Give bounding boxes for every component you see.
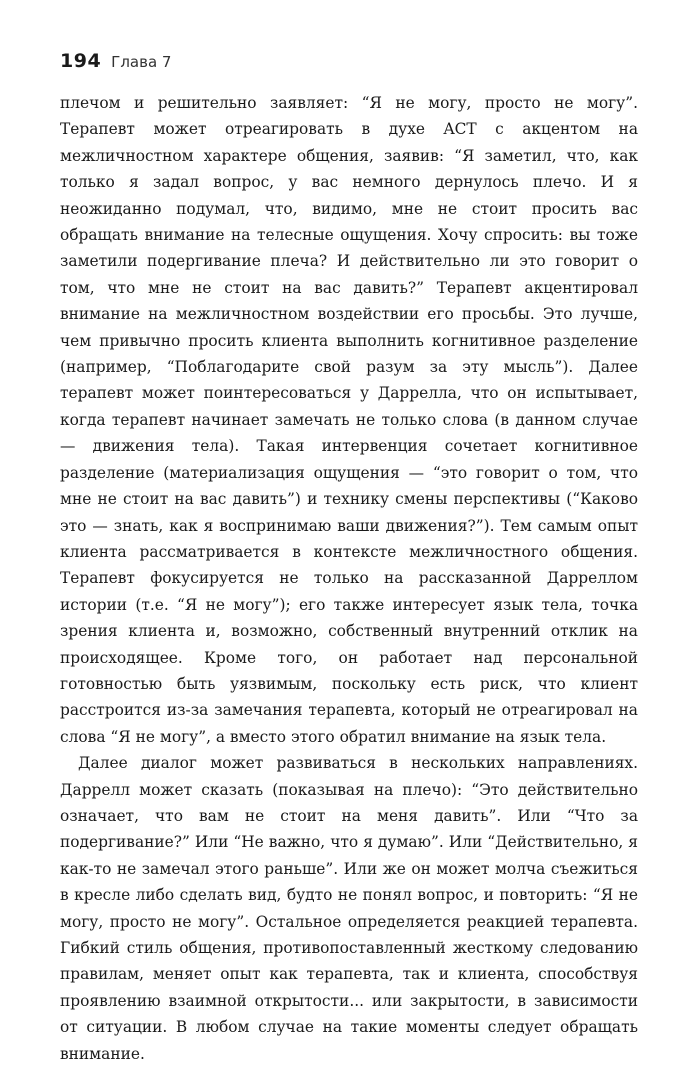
paragraph: плечом и решительно заявляет: “Я не могу, просто не могу”. Терапевт может отреагировать в духе ACT с акцентом на межличностном характере общения, заявив: “Я заметил, что, как только я задал вопрос, у вас немного дернулось плечо. И я неожиданно подумал, что, видимо, мне не стоит просить вас обращать внимание на телесные ощущения. Хочу спросить: вы тоже заметили подергивание плеча? И действительно ли это говорит о том, что мне не стоит на вас давить?” Терапевт акцентировал внимание на межличностном воздействии его просьбы. Это лучше, чем привычно просить клиента выполнить когнитивное разделение (например, “Поблагодарите свой разум за эту мысль”). Далее терапевт может поинтересоваться у Даррелла, что он испытывает, когда терапевт начинает замечать не только слова (в данном случае — движения тела). Такая интервенция сочетает когнитивное разделение (материализация ощущения — “это говорит о том, что мне не стоит на вас давить”) и технику смены перспективы (“Каково это — знать, как я воспринимаю ваши движения?”). Тем самым опыт клиента рассматривается в контексте межличностного общения. Терапевт фокусируется не только на рассказанной Дарреллом истории (т.е. “Я не могу”); его также интересует язык тела, точка зрения клиента и, возможно, собственный внутренний отклик на происходящее. Кроме того, он работает над персональной готовностью быть уязвимым, поскольку есть риск, что клиент расстроится из-за замечания терапевта, который не отреагировал на слова “Я не могу”, а вместо этого обратил внимание на язык тела.	[60, 94, 638, 746]
page-number: 194	[60, 50, 102, 72]
chapter-title: Глава 7	[111, 53, 172, 71]
paragraph: Далее диалог может развиваться в нескольких направлениях. Даррелл может сказать (показывая на плечо): “Это действительно означает, что вам не стоит на меня давить”. Или “Что за подергивание?” Или “Не важно, что я думаю”. Или “Действительно, я как-то не замечал этого раньше”. Или же он может молча съежиться в кресле либо сделать вид, будто не понял вопрос, и повторить: “Я не могу, просто не могу”. Остальное определяется реакцией терапевта. Гибкий стиль общения, противопоставленный жесткому следованию правилам, меняет опыт как терапевта, так и клиента, способствуя проявлению взаимной открытости... или закрытости, в зависимости от ситуации. В любом случае на такие моменты следует обращать внимание.	[60, 754, 638, 1063]
body-text	[60, 90, 638, 1067]
page-header	[60, 50, 171, 72]
